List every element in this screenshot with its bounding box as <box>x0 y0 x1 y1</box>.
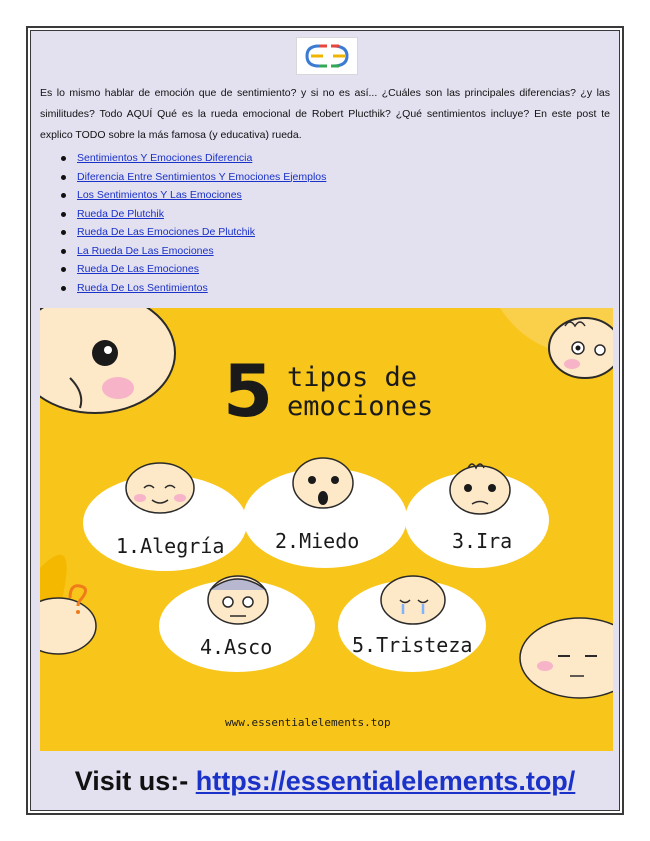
link-la-rueda-emociones[interactable]: La Rueda De Las Emociones <box>77 244 214 257</box>
emotions-banner-image <box>40 308 613 751</box>
emotion-label: 4.Asco <box>200 635 273 659</box>
list-item <box>40 260 326 279</box>
link-rueda-sentimientos[interactable]: Rueda De Los Sentimientos <box>77 281 208 294</box>
list-item <box>40 168 326 187</box>
bullet-icon <box>61 249 66 254</box>
link-sentimientos-emociones-diferencia[interactable]: Sentimientos Y Emociones Diferencia <box>77 152 253 164</box>
bullet-icon <box>61 230 66 235</box>
list-item <box>40 186 326 205</box>
emotion-label: 1.Alegría <box>116 534 225 558</box>
banner-title-line2: emociones <box>287 391 434 422</box>
list-item <box>40 223 326 242</box>
face-icon <box>549 318 613 378</box>
bullet-icon <box>61 156 66 161</box>
bullet-icon <box>61 175 66 180</box>
link-diferencia-ejemplos[interactable]: Diferencia Entre Sentimientos Y Emociones Ejemplos <box>77 170 327 183</box>
bullet-icon <box>61 212 66 217</box>
emotion-label: 3.Ira <box>452 529 513 553</box>
logo-icon <box>297 38 357 74</box>
link-list <box>40 149 326 297</box>
link-los-sentimientos[interactable]: Los Sentimientos Y Las Emociones <box>77 189 242 201</box>
link-rueda-plutchik[interactable]: Rueda De Plutchik <box>77 207 164 220</box>
banner-illustration <box>40 308 613 751</box>
list-item <box>40 279 326 298</box>
list-item <box>40 149 326 168</box>
banner-title-line1: tipos de <box>287 362 418 393</box>
bullet-icon <box>61 193 66 198</box>
link-rueda-emociones-plutchik[interactable]: Rueda De Las Emociones De Plutchik <box>77 226 256 238</box>
footer-prefix: Visit us:- <box>74 766 196 796</box>
footer-link[interactable]: https://essentialelements.top/ <box>195 766 576 796</box>
footer-visit-us <box>0 766 650 797</box>
banner-website: www.essentialelements.top <box>225 716 391 729</box>
list-item <box>40 205 326 224</box>
intro-paragraph: Es lo mismo hablar de emoción que de sentimiento? y si no es así... ¿Cuáles son las principales diferencias? ¿y las similitudes? Todo AQUÍ Qué es la rueda emocional de Robert Plucthik? ¿Qué sentimientos incluye? En este post te explico TODO sobre la más famosa (y educativa) rueda. <box>40 87 610 141</box>
bullet-icon <box>61 267 66 272</box>
emotion-label: 2.Miedo <box>275 529 360 553</box>
banner-number: 5 <box>223 349 274 433</box>
list-item <box>40 242 326 261</box>
link-rueda-emociones[interactable]: Rueda De Las Emociones <box>77 263 199 275</box>
site-logo <box>296 37 358 75</box>
bullet-icon <box>61 286 66 291</box>
emotion-label: 5.Tristeza <box>352 633 473 657</box>
